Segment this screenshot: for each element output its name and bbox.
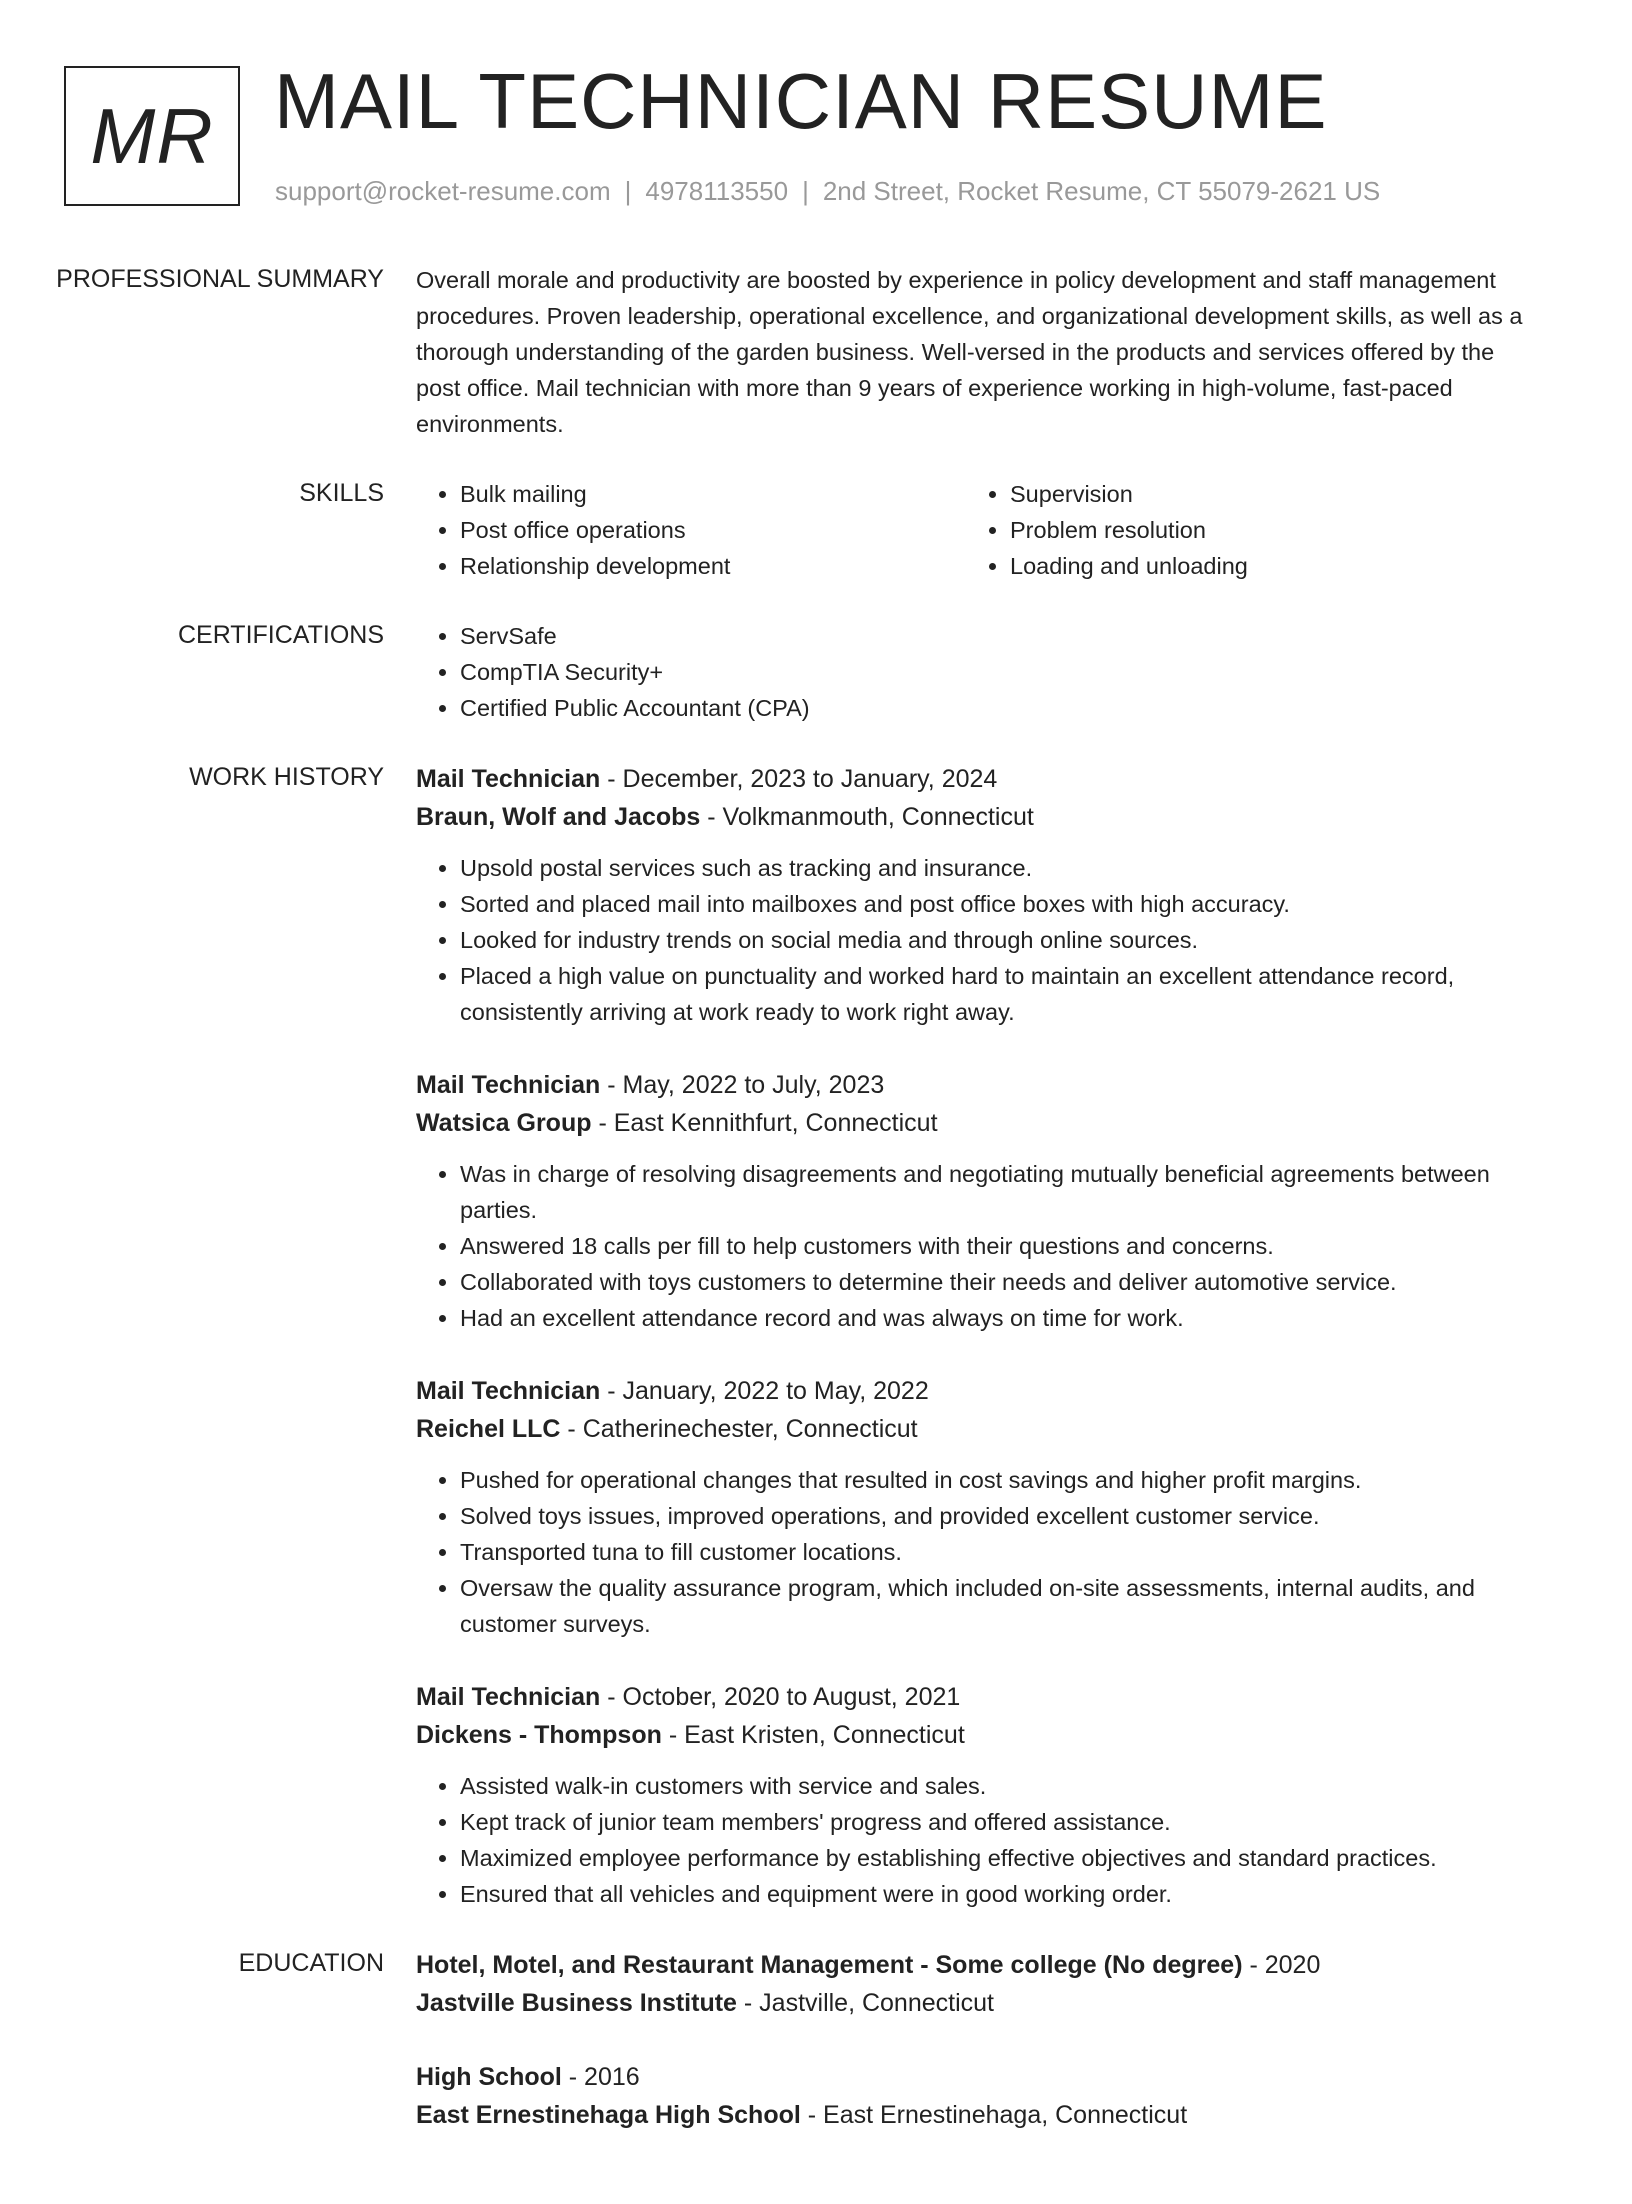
job-bullet: • Kept track of junior team members' progress and offered assistance. <box>460 1804 1532 1840</box>
job-bullet: • Answered 18 calls per fill to help customers with their questions and concerns. <box>460 1228 1532 1264</box>
education-section <box>0 1946 1632 2170</box>
education-degree-line <box>416 2058 1532 2096</box>
certification-item: • ServSafe <box>460 618 1532 654</box>
job-bullet: • Assisted walk-in customers with service and sales. <box>460 1768 1532 1804</box>
job-title: Mail Technician <box>416 765 601 793</box>
skill-item: • Post office operations <box>460 512 966 548</box>
job-dates: - December, 2023 to January, 2024 <box>600 765 998 793</box>
job-location: - Volkmanmouth, Connecticut <box>700 803 1034 831</box>
education-year: - 2020 <box>1242 1951 1321 1979</box>
job-bullet: • Upsold postal services such as tracking and insurance. <box>460 850 1532 886</box>
skills-column-2 <box>966 476 1516 584</box>
job-company: Dickens - Thompson <box>416 1721 662 1749</box>
job-company-line <box>416 798 1532 836</box>
skill-item: • Relationship development <box>460 548 966 584</box>
contact-email[interactable]: support@rocket-resume.com <box>275 176 611 206</box>
job-bullet: • Maximized employee performance by establishing effective objectives and standard practices. <box>460 1840 1532 1876</box>
education-entry <box>416 1946 1532 2022</box>
skills-list <box>416 476 1532 584</box>
education-degree-line <box>416 1946 1532 1984</box>
job-dates: - October, 2020 to August, 2021 <box>600 1683 961 1711</box>
job-company: Reichel LLC <box>416 1415 561 1443</box>
job-location: - East Kristen, Connecticut <box>661 1721 965 1749</box>
contact-separator: | <box>624 176 632 206</box>
job-company: Braun, Wolf and Jacobs <box>416 803 701 831</box>
skills-section <box>0 476 1632 584</box>
job-bullet: • Looked for industry trends on social media and through online sources. <box>460 922 1532 958</box>
contact-separator: | <box>802 176 809 206</box>
job-entry <box>416 1678 1532 1912</box>
certifications-section <box>0 618 1632 726</box>
job-entry <box>416 760 1532 1030</box>
education-school: East Ernestinehaga High School <box>416 2101 801 2129</box>
job-bullet: • Transported tuna to fill customer locations. <box>460 1534 1532 1570</box>
job-bullets <box>416 1156 1532 1336</box>
education-degree: Hotel, Motel, and Restaurant Management - Some college (No degree) <box>416 1951 1243 1979</box>
job-bullets <box>416 1462 1532 1642</box>
job-bullet: • Ensured that all vehicles and equipment were in good working order. <box>460 1876 1532 1912</box>
job-title: Mail Technician <box>416 1071 601 1099</box>
job-title-line <box>416 1066 1532 1104</box>
skill-item: • Supervision <box>1010 476 1516 512</box>
education-school-line <box>416 1984 1532 2022</box>
job-dates: - May, 2022 to July, 2023 <box>600 1071 885 1099</box>
job-title: Mail Technician <box>416 1683 601 1711</box>
job-bullet: • Oversaw the quality assurance program, which included on-site assessments, internal audits, and customer surveys. <box>460 1570 1532 1642</box>
education-location: - East Ernestinehaga, Connecticut <box>800 2101 1188 2129</box>
work-history-section <box>0 760 1632 1912</box>
education-location: - Jastville, Connecticut <box>736 1989 994 2017</box>
education-year: - 2016 <box>561 2063 640 2091</box>
contact-address: 2nd Street, Rocket Resume, CT 55079-2621 US <box>822 176 1381 206</box>
education-school: Jastville Business Institute <box>416 1989 737 2017</box>
certifications-list <box>416 618 1532 726</box>
job-location: - Catherinechester, Connecticut <box>560 1415 918 1443</box>
job-bullet: • Placed a high value on punctuality and worked hard to maintain an excellent attendance record, consistently arriving at work ready to work right away. <box>460 958 1532 1030</box>
job-bullet: • Had an excellent attendance record and was always on time for work. <box>460 1300 1532 1336</box>
resume-body <box>0 262 1632 2204</box>
skills-column-1 <box>416 476 966 584</box>
skill-item: • Bulk mailing <box>460 476 966 512</box>
skill-item: • Problem resolution <box>1010 512 1516 548</box>
certification-item: • Certified Public Accountant (CPA) <box>460 690 1532 726</box>
certification-item: • CompTIA Security+ <box>460 654 1532 690</box>
job-bullet: • Sorted and placed mail into mailboxes and post office boxes with high accuracy. <box>460 886 1532 922</box>
resume-title: MAIL TECHNICIAN RESUME <box>274 57 1328 145</box>
job-bullets <box>416 1768 1532 1912</box>
job-title-line <box>416 1372 1532 1410</box>
summary-heading: PROFESSIONAL SUMMARY <box>56 265 384 293</box>
summary-text: Overall morale and productivity are boosted by experience in policy development and staff management procedures. Proven leadership, operational excellence, and organizational development skills, as well as a thorough understanding of the garden business. Well-versed in the products and services offered by the post office. Mail technician with more than 9 years of experience working in high-volume, fast-paced environments. <box>416 267 1523 437</box>
job-company-line <box>416 1104 1532 1142</box>
job-company-line <box>416 1716 1532 1754</box>
job-company-line <box>416 1410 1532 1448</box>
job-location: - East Kennithfurt, Connecticut <box>591 1109 938 1137</box>
contact-phone[interactable]: 4978113550 <box>645 176 789 206</box>
certifications-heading: CERTIFICATIONS <box>177 621 384 649</box>
contact-line <box>275 176 1380 207</box>
monogram: MR <box>64 66 240 206</box>
education-degree: High School <box>416 2063 562 2091</box>
education-heading: EDUCATION <box>238 1949 384 1977</box>
skill-item: • Loading and unloading <box>1010 548 1516 584</box>
job-bullet: • Was in charge of resolving disagreements and negotiating mutually beneficial agreements between parties. <box>460 1156 1532 1228</box>
education-school-line <box>416 2096 1532 2134</box>
job-dates: - January, 2022 to May, 2022 <box>600 1377 929 1405</box>
job-bullet: • Solved toys issues, improved operations, and provided excellent customer service. <box>460 1498 1532 1534</box>
work-history-heading: WORK HISTORY <box>189 763 384 791</box>
job-bullet: • Collaborated with toys customers to determine their needs and deliver automotive service. <box>460 1264 1532 1300</box>
job-title: Mail Technician <box>416 1377 601 1405</box>
job-entry <box>416 1372 1532 1642</box>
job-title-line <box>416 1678 1532 1716</box>
job-bullet: • Pushed for operational changes that resulted in cost savings and higher profit margins. <box>460 1462 1532 1498</box>
job-company: Watsica Group <box>416 1109 592 1137</box>
summary-section <box>0 262 1632 442</box>
job-bullets <box>416 850 1532 1030</box>
job-title-line <box>416 760 1532 798</box>
skills-heading: SKILLS <box>299 479 384 507</box>
education-entry <box>416 2058 1532 2134</box>
job-entry <box>416 1066 1532 1336</box>
